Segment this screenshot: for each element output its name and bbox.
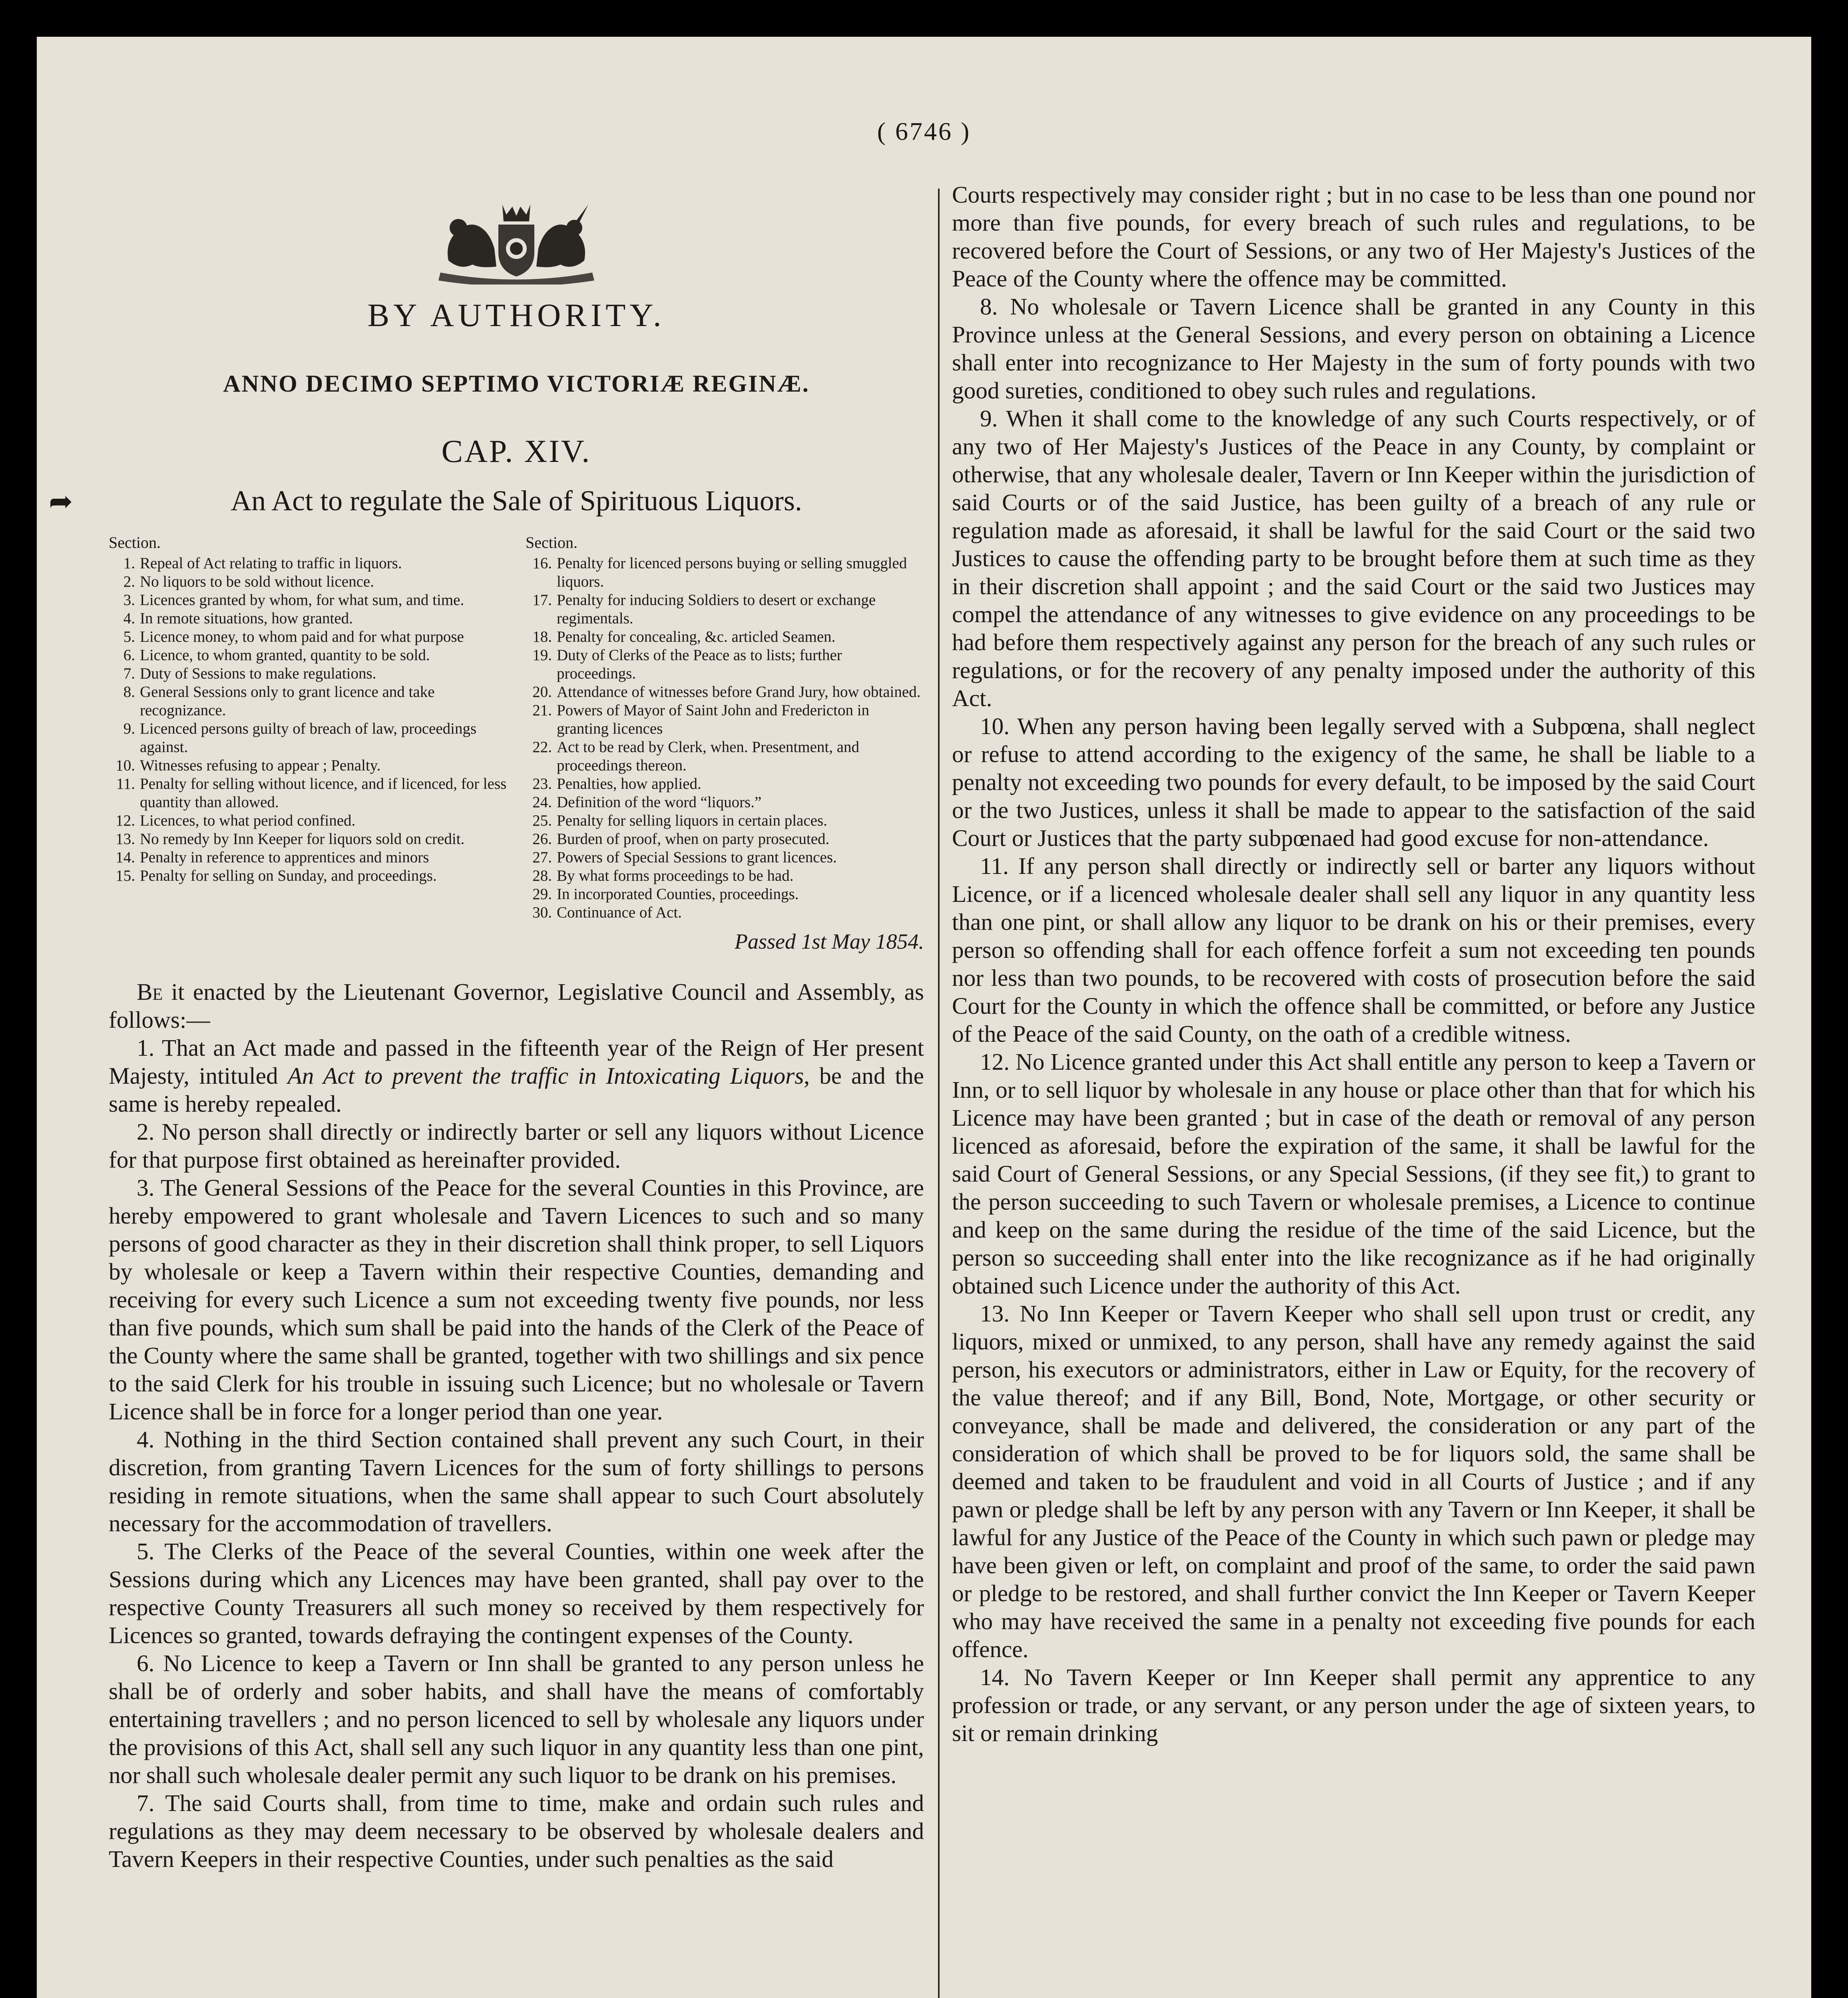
index-item <box>526 683 924 701</box>
index-item <box>109 591 507 609</box>
section-1 <box>109 1034 924 1118</box>
section-paragraph: 5. The Clerks of the Peace of the several Counties, within one week after the Sessions during which any Licences may have been granted, shall pay over to the respective County Treasurers all such money so received by them respectively for Licences so granted, towards defraying the contingent expenses of the County. <box>109 1538 924 1648</box>
index-item <box>526 628 924 646</box>
index-item-text: Penalty for selling on Sunday, and proceedings. <box>140 867 437 884</box>
act-title-text: An Act to regulate the Sale of Spirituous Liquors. <box>231 485 802 517</box>
left-sections <box>109 1118 924 1873</box>
index-item-number: 27. <box>532 849 552 866</box>
index-item <box>526 867 924 885</box>
index-item <box>526 793 924 812</box>
index-item <box>526 591 924 628</box>
index-item <box>109 683 507 720</box>
index-item-text: Penalty for inducing Soldiers to desert or exchange regimentals. <box>557 591 876 627</box>
index-item-text: Duty of Sessions to make regulations. <box>140 665 376 682</box>
section-paragraph: Courts respectively may consider right ; but in no case to be less than one pound nor more than five pounds, for every breach of such rules and regulations, to be recovered before the Court of Sessions, or any two of Her Majesty's Justices of the Peace of the County where the offence may be committed. <box>952 181 1755 292</box>
index-item <box>526 775 924 793</box>
section-paragraph: 14. No Tavern Keeper or Inn Keeper shall permit any apprentice to any profession or trade, or any servant, or any person under the age of sixteen years, to sit or remain drinking <box>952 1664 1755 1746</box>
index-item <box>109 812 507 830</box>
index-item-number: 4. <box>123 610 135 627</box>
index-item-text: By what forms proceedings to be had. <box>557 867 794 884</box>
index-item-text: Penalty for licenced persons buying or selling smuggled liquors. <box>557 555 907 590</box>
index-item-text: Continuance of Act. <box>557 904 682 921</box>
section-paragraph: 13. No Inn Keeper or Tavern Keeper who shall sell upon trust or credit, any liquors, mixed or unmixed, to any person, shall have any remedy against the said person, his executors or administrators, either in Law or Equity, for the recovery of the value thereof; and if any Bill, Bond, Note, Mortgage, or other security or conveyance, shall be made and delivered, the consideration or any part of the consideration of which shall be proved to be for liquors sold, the same shall be deemed and taken to be fraudulent and void in all Courts of Justice ; and if any pawn or pledge shall be left by any person with any Tavern or Inn Keeper, it shall be lawful for any Justice of the Peace of the County in which such pawn or pledge may have been given or left, on complaint and proof of the same, to order the said pawn or pledge to be restored, and shall further convict the Inn Keeper or Tavern Keeper who may have received the same in a penalty not exceeding five pounds for each offence. <box>952 1300 1755 1662</box>
index-item-number: 18. <box>532 628 552 645</box>
index-item-number: 28. <box>532 867 552 884</box>
section-1-part-b: , be and the same is hereby repealed. <box>109 1063 924 1117</box>
index-item-number: 26. <box>532 830 552 848</box>
index-item <box>109 867 507 885</box>
index-item <box>526 885 924 903</box>
index-item-number: 3. <box>123 591 135 609</box>
index-item-number: 12. <box>116 812 135 829</box>
section-index-left <box>109 533 507 922</box>
index-item-text: Licences, to what period confined. <box>140 812 356 829</box>
index-item-text: Burden of proof, when on party prosecuted. <box>557 830 830 848</box>
document-page <box>37 37 1811 1998</box>
index-item-text: General Sessions only to grant licence and take recognizance. <box>140 683 435 719</box>
index-item-text: Attendance of witnesses before Grand Jury, how obtained. <box>557 683 921 700</box>
index-item <box>109 848 507 867</box>
section-paragraph: 3. The General Sessions of the Peace for the several Counties in this Province, are hereby empowered to grant wholesale and Tavern Licences to such and so many persons of good character as they in their discretion shall think proper, to sell Liquors by wholesale or keep a Tavern within their respective Counties, demanding and receiving for every such Licence a sum not exceeding twenty five pounds, nor less than five pounds, which sum shall be paid into the hands of the Clerk of the Peace of the County where the same shall be granted, together with two shillings and six pence to the said Clerk for his trouble in issuing such Licence; but no wholesale or Tavern Licence shall be in force for a longer period than one year. <box>109 1174 924 1425</box>
index-item-number: 2. <box>123 573 135 590</box>
index-item-text: Licence, to whom granted, quantity to be sold. <box>140 647 430 664</box>
index-item-text: Penalty in reference to apprentices and minors <box>140 849 429 866</box>
right-sections <box>952 181 1755 1747</box>
index-item-text: Powers of Special Sessions to grant licences. <box>557 849 837 866</box>
index-item-text: Witnesses refusing to appear ; Penalty. <box>140 757 381 774</box>
index-item-number: 13. <box>116 830 135 848</box>
index-item-text: In remote situations, how granted. <box>140 610 353 627</box>
enacting-clause <box>109 978 924 1034</box>
pointing-hand-icon: ➦ <box>49 486 73 517</box>
section-paragraph: 2. No person shall directly or indirectly barter or sell any liquors without Licence for that purpose first obtained as hereinafter provided. <box>109 1118 924 1173</box>
section-paragraph: 11. If any person shall directly or indirectly sell or barter any liquors without Licence, or if a licenced wholesale dealer shall sell any liquor in any quantity less than one pint, or shall allow any liquor to be drank on his or their premises, every person so offending shall for each offence forfeit a sum not exceeding ten pounds nor less than two pounds, to be recovered with costs of prosecution before the said Court for the County in which the offence shall be committed, or before any Justice of the Peace of the said County, on the oath of a credible witness. <box>952 853 1755 1047</box>
index-item <box>109 665 507 683</box>
index-item <box>526 903 924 922</box>
section-1-act-name: An Act to prevent the traffic in Intoxicating Liquors <box>287 1063 804 1089</box>
index-item <box>526 830 924 848</box>
index-item <box>526 812 924 830</box>
index-item-text: Powers of Mayor of Saint John and Fredericton in granting licences <box>557 702 870 737</box>
index-item <box>526 646 924 683</box>
index-item-text: No remedy by Inn Keeper for liquors sold on credit. <box>140 830 465 848</box>
index-item <box>109 720 507 756</box>
by-authority-heading: BY AUTHORITY. <box>367 297 665 333</box>
section-label: Section. <box>109 533 161 551</box>
index-item-number: 5. <box>123 628 135 645</box>
index-item-number: 21. <box>532 702 552 719</box>
index-item-number: 25. <box>532 812 552 829</box>
index-item <box>109 554 507 573</box>
index-item-number: 19. <box>532 647 552 664</box>
index-item-text: Penalty for selling liquors in certain places. <box>557 812 827 829</box>
index-item-text: Penalty for concealing, &c. articled Seamen. <box>557 628 836 645</box>
section-index-right <box>526 533 924 922</box>
page-number: ( 6746 ) <box>877 117 971 145</box>
section-paragraph: 8. No wholesale or Tavern Licence shall be granted in any County in this Province unless at the General Sessions, and every person on obtaining a Licence shall enter into recognizance to Her Majesty in the sum of forty pounds with two good sureties, conditioned to obey such rules and regulations. <box>952 293 1755 404</box>
index-item-text: Penalties, how applied. <box>557 775 701 792</box>
index-item-number: 1. <box>123 555 135 572</box>
index-item-number: 9. <box>123 720 135 737</box>
index-item-number: 16. <box>532 555 552 572</box>
index-item-text: Penalty for selling without licence, and if licenced, for less quantity than allowed. <box>140 775 507 811</box>
section-paragraph: 12. No Licence granted under this Act shall entitle any person to keep a Tavern or Inn, or to sell liquor by wholesale in any house or place other than that for which his Licence may have been granted ; but in case of the death or removal of any person licenced as aforesaid, before the expiration of the same, it shall be lawful for the said Court of General Sessions, or any Special Sessions, (if they see fit,) to grant to the person succeeding to such Tavern or wholesale premises, a Licence to continue and keep on the same during the residue of the time of the said Licence, but the person so succeeding shall enter into the like recognizance as if he had originally obtained such Licence under the authority of this Act. <box>952 1049 1755 1299</box>
column-divider <box>938 189 940 1998</box>
section-1-part-a: 1. That an Act made and passed in the fifteenth year of the Reign of Her present Majesty, intituled <box>109 1035 924 1089</box>
section-paragraph: 4. Nothing in the third Section contained shall prevent any such Court, in their discretion, from granting Tavern Licences for the sum of forty shillings to persons residing in remote situations, when the same shall appear to such Court absolutely necessary for the accommodation of travellers. <box>109 1426 924 1536</box>
index-item-text: In incorporated Counties, proceedings. <box>557 886 799 903</box>
left-column <box>49 197 924 1873</box>
index-item <box>526 701 924 738</box>
index-item <box>109 573 507 591</box>
section-paragraph: 10. When any person having been legally served with a Subpœna, shall neglect or refuse to attend according to the exigency of the same, he shall be liable to a penalty not exceeding two pounds for every default, to be imposed by the said Court or the two Justices, unless it shall be made to appear to the satisfaction of the said Court or Justices that the party subpœnaed had good excuse for non-attendance. <box>952 713 1755 851</box>
index-item <box>526 554 924 591</box>
index-item-text: No liquors to be sold without licence. <box>140 573 374 590</box>
right-column <box>952 181 1755 1747</box>
index-item-text: Licence money, to whom paid and for what purpose <box>140 628 464 645</box>
index-item <box>109 830 507 848</box>
index-item-text: Licenced persons guilty of breach of law, proceedings against. <box>140 720 477 756</box>
chapter-heading: CAP. XIV. <box>441 434 591 469</box>
anno-heading: ANNO DECIMO SEPTIMO VICTORIÆ REGINÆ. <box>223 370 810 397</box>
index-item-text: Act to be read by Clerk, when. Presentment, and proceedings thereon. <box>557 738 860 774</box>
index-item-number: 15. <box>116 867 135 884</box>
index-item-number: 10. <box>116 757 135 774</box>
index-item <box>526 738 924 775</box>
index-item-number: 30. <box>532 904 552 921</box>
passed-date: Passed 1st May 1854. <box>735 929 924 953</box>
index-item-number: 8. <box>123 683 135 700</box>
index-item <box>109 628 507 646</box>
index-item <box>109 756 507 775</box>
index-item-number: 22. <box>532 738 552 756</box>
index-item <box>109 609 507 628</box>
section-paragraph: 6. No Licence to keep a Tavern or Inn shall be granted to any person unless he shall be of orderly and sober habits, and shall have the means of comfortably entertaining travellers ; and no person licenced to sell by wholesale any liquors under the provisions of this Act, shall sell any such liquor in any quantity less than one pint, nor shall such wholesale dealer permit any such liquor to be drank on his premises. <box>109 1650 924 1788</box>
index-item-number: 14. <box>116 849 135 866</box>
index-item-number: 24. <box>532 794 552 811</box>
index-item-number: 17. <box>532 591 552 609</box>
index-item <box>109 646 507 665</box>
index-item <box>109 775 507 812</box>
section-label: Section. <box>526 533 578 551</box>
index-item-number: 11. <box>116 775 135 792</box>
enacting-lead: Be <box>137 979 163 1005</box>
act-title <box>49 484 924 517</box>
enacting-text: it enacted by the Lieutenant Governor, Legislative Council and Assembly, as follows:— <box>109 979 924 1033</box>
index-item-number: 7. <box>123 665 135 682</box>
index-item-number: 6. <box>123 647 135 664</box>
index-item-number: 20. <box>532 683 552 700</box>
index-item-text: Definition of the word “liquors.” <box>557 794 762 811</box>
index-item-text: Repeal of Act relating to traffic in liquors. <box>140 555 402 572</box>
section-index <box>109 533 924 922</box>
index-item-number: 23. <box>532 775 552 792</box>
index-item-text: Licences granted by whom, for what sum, and time. <box>140 591 464 609</box>
section-paragraph: 7. The said Courts shall, from time to time, make and ordain such rules and regulations as they may deem necessary to be observed by wholesale dealers and Tavern Keepers in their respective Counties, under such penalties as the said <box>109 1790 924 1872</box>
royal-arms-crest-icon <box>412 197 620 285</box>
index-item-number: 29. <box>532 886 552 903</box>
section-paragraph: 9. When it shall come to the knowledge of any such Courts respectively, or of any two of Her Majesty's Justices of the Peace in any County, by complaint or otherwise, that any wholesale dealer, Tavern or Inn Keeper within the jurisdiction of said Courts or of the said Justice, has been guilty of a breach of any rule or regulation made as aforesaid, it shall be lawful for the said Court or the said two Justices to cause the offending party to be brought before them at such time as they in their discretion shall appoint ; and the said Court or the said two Justices may compel the attendance of any witnesses to give evidence on any proceedings to be had before them respectively against any person for the breach of any such rules or regulations, or for the recovery of any penalty imposed under the authority of this Act. <box>952 405 1755 711</box>
index-item-text: Duty of Clerks of the Peace as to lists; further proceedings. <box>557 647 842 682</box>
index-item <box>526 848 924 867</box>
